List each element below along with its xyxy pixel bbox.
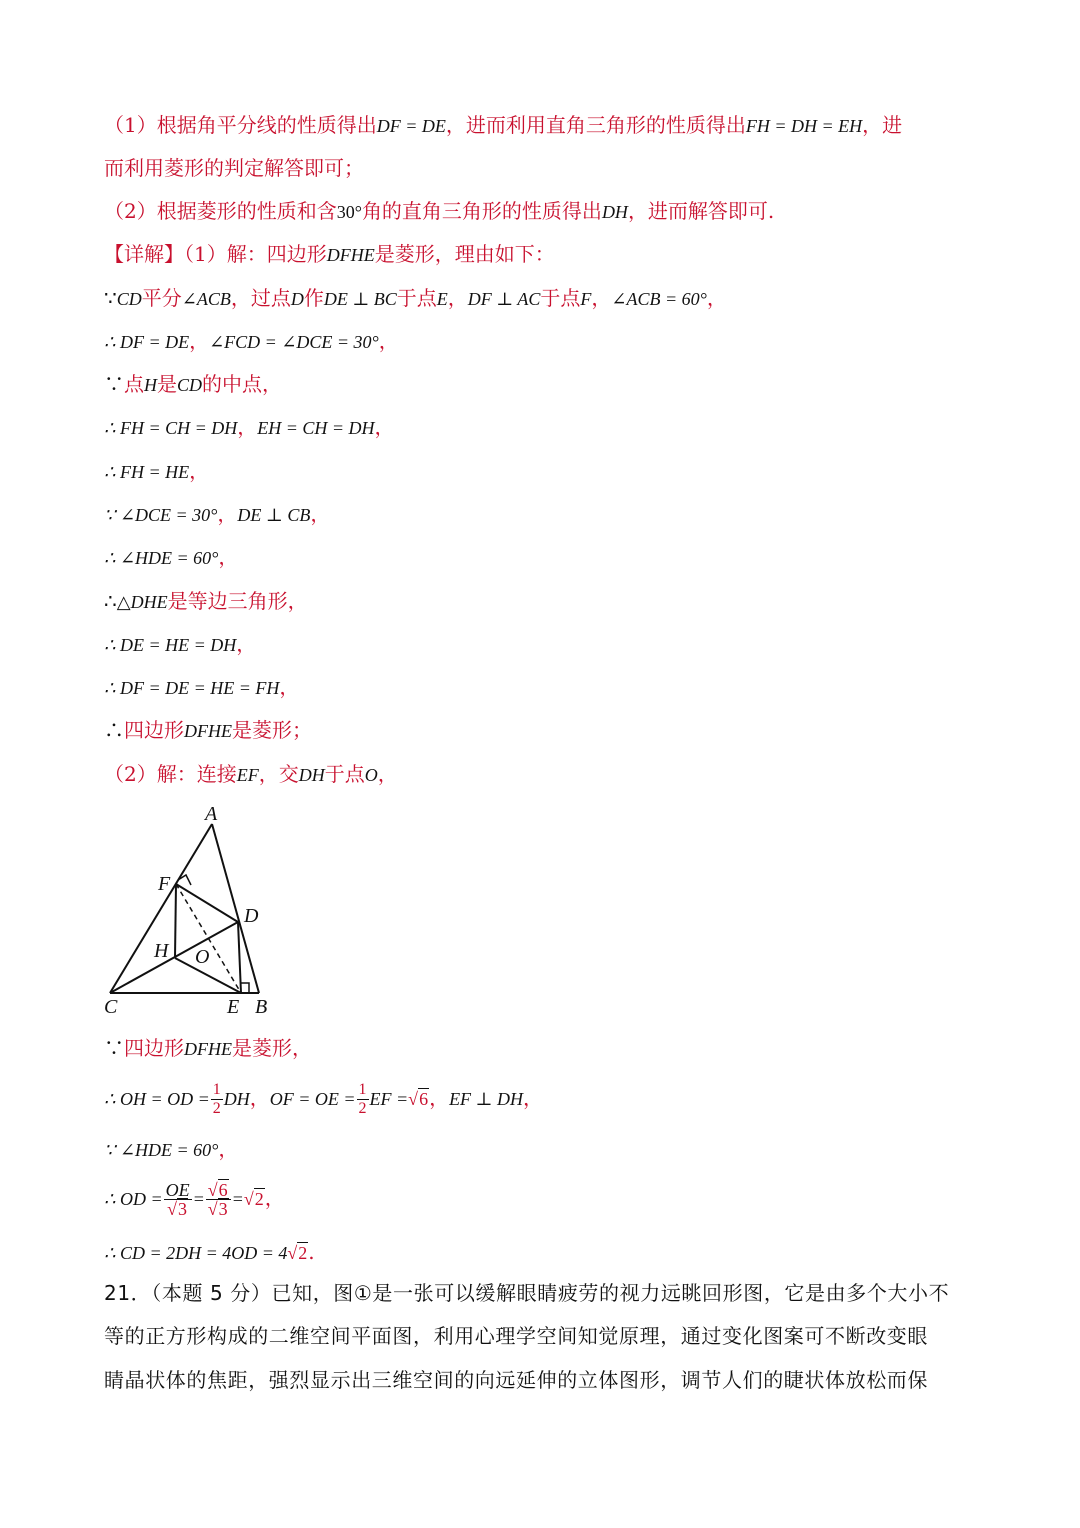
- text: 作: [303, 286, 324, 310]
- math-expr: DF = DE: [376, 116, 446, 136]
- therefore-symbol: ∴: [104, 718, 124, 742]
- math-expr: DE ⊥ CB: [237, 505, 311, 525]
- math-expr: DE ⊥ BC: [323, 289, 397, 309]
- text: ，进而解答即可.: [627, 199, 775, 223]
- text: 角的直角三角形的性质得出: [361, 199, 602, 223]
- text: 四边形: [124, 1036, 184, 1060]
- fraction-denominator: 2: [212, 1100, 221, 1117]
- step-7: [104, 543, 238, 572]
- fraction-oe-sqrt3: [164, 1181, 192, 1218]
- label-F: F: [158, 873, 171, 895]
- question-21-line-1: 21．（本题 5 分）已知，图①是一张可以缓解眼睛疲劳的视力远眺回形图，它是由多个大小不: [104, 1281, 950, 1305]
- after-line-5: [104, 1238, 315, 1267]
- label-D: D: [244, 905, 259, 927]
- math-expr: OF = OE =: [269, 1089, 356, 1109]
- text: ，: [249, 1086, 270, 1110]
- text: ，: [218, 545, 239, 569]
- step-6: [104, 500, 330, 529]
- text: ，进而利用直角三角形的性质得出: [445, 113, 746, 137]
- text: ，: [189, 329, 210, 353]
- text: ，: [378, 329, 399, 353]
- text: 是菱形，: [232, 1036, 312, 1060]
- math-expr: ∵ ∠DCE = 30°: [104, 505, 218, 525]
- math-expr: DFHE: [184, 1039, 232, 1059]
- text: ，过点: [230, 286, 291, 310]
- text: 的中点，: [202, 372, 283, 396]
- text: ，进: [862, 113, 903, 137]
- math-expr: ∴ OH = OD =: [104, 1089, 210, 1109]
- math-expr: =: [231, 1189, 244, 1209]
- question-21-line-2: 等的正方形构成的二维空间平面图，利用心理学空间知觉原理，通过变化图案可不断改变眼: [104, 1324, 928, 1348]
- math-expr: FH = DH = EH: [745, 116, 863, 136]
- math-expr: ∠ACB: [181, 289, 231, 309]
- step-4: [104, 413, 395, 442]
- radicand: 2: [254, 1189, 264, 1209]
- math-expr: ∠FCD = ∠DCE = 30°: [209, 332, 379, 352]
- fraction-half: [211, 1081, 223, 1118]
- math-expr: =: [192, 1189, 205, 1209]
- text: ，: [217, 502, 238, 526]
- text: ，: [279, 675, 300, 699]
- text: 是: [157, 372, 177, 396]
- text: 于点: [324, 762, 365, 786]
- text: 于点: [540, 286, 581, 310]
- text: （2）根据菱形的性质和含: [104, 199, 337, 223]
- because-symbol: ∵: [104, 286, 117, 310]
- fraction-denominator: √3: [167, 1199, 188, 1219]
- fraction-denominator: 2: [358, 1100, 367, 1117]
- math-expr: ∴ DF = DE: [104, 332, 190, 352]
- math-expr: DFHE: [184, 721, 232, 741]
- text: ，: [447, 286, 468, 310]
- part-2-heading: [104, 760, 398, 789]
- math-expr: DH: [601, 202, 628, 222]
- math-expr: EF: [236, 765, 259, 785]
- text: ，: [310, 502, 331, 526]
- math-expr: D: [290, 289, 304, 309]
- text: ，: [236, 632, 257, 656]
- math-expr: CD: [116, 289, 142, 309]
- math-expr: DH: [223, 1089, 250, 1109]
- text: .: [308, 1240, 315, 1264]
- step-8: [104, 587, 308, 616]
- text: 是等边三角形，: [167, 589, 308, 613]
- text: ，: [591, 286, 612, 310]
- text: ，: [374, 415, 395, 439]
- segment-DE: [238, 922, 241, 993]
- therefore-symbol: ∴: [104, 589, 117, 613]
- math-expr: F: [580, 289, 592, 309]
- text: ，: [264, 1186, 285, 1210]
- text: ，: [237, 415, 258, 439]
- after-line-2: [104, 1080, 543, 1118]
- math-expr: H: [144, 375, 157, 395]
- because-symbol: ∵: [104, 372, 124, 396]
- math-expr: DF ⊥ AC: [467, 289, 541, 309]
- math-expr: ∴ FH = CH = DH: [104, 418, 238, 438]
- step-11: [104, 716, 312, 745]
- step-3: [104, 370, 282, 399]
- text: 平分: [141, 286, 182, 310]
- math-expr: ∵ ∠HDE = 60°: [104, 1140, 219, 1160]
- text: 四边形: [124, 718, 184, 742]
- math-expr: DH: [298, 765, 325, 785]
- math-expr: ∴ ∠HDE = 60°: [104, 548, 219, 568]
- math-expr: CD: [177, 375, 203, 395]
- radicand: 2: [298, 1243, 308, 1263]
- text: ，: [218, 1137, 239, 1161]
- label-B: B: [255, 996, 268, 1018]
- fraction-numerator: 1: [358, 1081, 367, 1098]
- after-line-1: [104, 1034, 312, 1063]
- radicand: 3: [218, 1199, 228, 1219]
- text: ，交: [258, 762, 299, 786]
- segment-FD: [176, 884, 238, 922]
- math-expr: ∴ DF = DE = HE = FH: [104, 678, 280, 698]
- text: ，: [377, 762, 398, 786]
- text: （2）解：连接: [104, 762, 237, 786]
- detail-heading: [104, 240, 555, 269]
- sqrt-2: √2: [243, 1189, 264, 1209]
- fraction-half: [357, 1081, 369, 1118]
- label-O: O: [195, 946, 210, 968]
- step-5: [104, 457, 209, 486]
- math-expr: ∠ACB = 60°: [611, 289, 707, 309]
- step-10: [104, 673, 299, 702]
- label-C: C: [104, 996, 118, 1018]
- fraction-sqrt6-sqrt3: [206, 1181, 231, 1218]
- math-expr: EF ⊥ DH: [449, 1089, 523, 1109]
- step-1: [104, 284, 727, 313]
- math-expr: △DHE: [116, 592, 168, 612]
- after-line-3: [104, 1135, 238, 1164]
- radicand: 3: [178, 1199, 188, 1219]
- label-A: A: [205, 803, 218, 825]
- fraction-numerator: OE: [165, 1180, 190, 1200]
- fraction-numerator: 1: [212, 1081, 221, 1098]
- label-E: E: [227, 996, 240, 1018]
- text: （1）解：四边形: [184, 242, 327, 266]
- radicand: 6: [218, 1180, 228, 1200]
- label-H: H: [154, 940, 169, 962]
- math-expr: EH = CH = DH: [257, 418, 375, 438]
- right-angle-E: [241, 983, 249, 993]
- analysis-line-2: [104, 154, 364, 182]
- fraction-denominator: √3: [207, 1199, 228, 1219]
- because-symbol: ∵: [104, 1036, 124, 1060]
- step-2: [104, 327, 399, 356]
- text: ，: [522, 1086, 543, 1110]
- text: 于点: [396, 286, 437, 310]
- question-21-line-3: 睛晶状体的焦距，强烈显示出三维空间的向远延伸的立体图形，调节人们的睫状体放松而保: [104, 1368, 928, 1392]
- analysis-line-3: [104, 197, 774, 226]
- text: 是菱形，理由如下：: [374, 242, 555, 266]
- text: 点: [124, 372, 144, 396]
- text: ，: [706, 286, 727, 310]
- math-expr: E: [436, 289, 448, 309]
- text: ，: [189, 459, 210, 483]
- after-line-4: [104, 1176, 285, 1221]
- segment-FH: [175, 884, 176, 958]
- text: ，: [429, 1086, 450, 1110]
- text: （1）根据角平分线的性质得出: [104, 113, 377, 137]
- math-expr: 30°: [336, 202, 362, 222]
- fraction-numerator: √6: [206, 1181, 231, 1200]
- text: 是菱形；: [232, 718, 312, 742]
- math-expr: DFHE: [326, 245, 375, 265]
- analysis-line-1: [104, 111, 902, 140]
- text: 而利用菱形的判定解答即可；: [104, 156, 364, 180]
- geometry-figure: [100, 800, 290, 1025]
- math-expr: O: [364, 765, 378, 785]
- sqrt-6: √6: [408, 1089, 429, 1109]
- detail-label: 【详解】: [104, 242, 184, 266]
- math-expr: ∴ FH = HE: [104, 462, 190, 482]
- math-expr: ∴ CD = 2DH = 4OD = 4: [104, 1243, 288, 1263]
- math-expr: ∴ DE = HE = DH: [104, 635, 237, 655]
- math-expr: EF =: [369, 1089, 409, 1109]
- radicand: 6: [419, 1089, 429, 1109]
- math-expr: ∴ OD =: [104, 1189, 163, 1209]
- sqrt-2: √2: [287, 1243, 308, 1263]
- step-9: [104, 630, 256, 659]
